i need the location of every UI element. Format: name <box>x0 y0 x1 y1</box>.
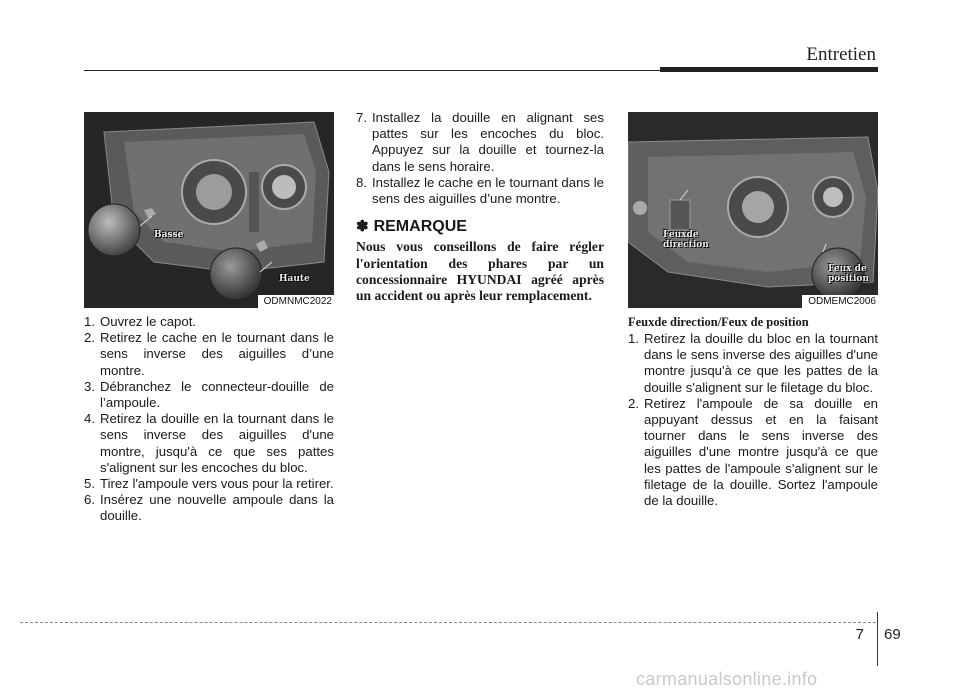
headlamp-figure-low-high <box>84 112 334 308</box>
header-rule <box>84 70 660 71</box>
page-number: 69 <box>884 626 901 643</box>
callout-low-beam: Basse <box>154 230 184 240</box>
callout-position-lamp: Feux de position <box>828 264 869 284</box>
figure-code: ODMNMC2022 <box>258 295 334 308</box>
list-item: 3. Débranchez le connecteur-douille de l’ampoule. <box>84 378 334 411</box>
step-list <box>628 331 878 509</box>
section-title: Entretien <box>806 44 876 65</box>
asterisk-icon: ✽ <box>356 218 369 236</box>
page-number-divider <box>877 612 878 666</box>
list-item: 8. Installez le cache en le tournant dans le sens des aiguilles d’une montre. <box>356 174 604 207</box>
callout-high-beam: Haute <box>279 274 310 284</box>
instructions-column-1 <box>84 314 334 525</box>
headlamp-figure-turn-position <box>628 112 878 308</box>
list-item: 5. Tirez l'ampoule vers vous pour la retirer. <box>84 476 334 492</box>
watermark: carmanualsonline.info <box>636 669 818 689</box>
callout-turn-signal: Feuxde direction <box>663 230 709 250</box>
subsection-heading: Feuxde direction/Feux de position <box>628 315 809 329</box>
remark-text: Nous vous conseillons de faire régler l'orientation des phares par un concessionnaire HYUNDAI agréé après un accident ou après leur remplacement. <box>356 239 604 304</box>
list-item: 1. Ouvrez le capot. <box>84 314 197 329</box>
header-rule-accent <box>660 67 878 72</box>
footer-rule <box>20 622 876 623</box>
list-item: 2. Retirez le cache en le tournant dans le sens inverse des aiguilles d’une montre. <box>84 330 334 378</box>
step-list <box>84 314 334 525</box>
instructions-column-3 <box>628 314 878 509</box>
step-list <box>356 110 604 207</box>
list-item: 6. Insérez une nouvelle ampoule dans la douille. <box>84 492 334 524</box>
section-number: 7 <box>855 626 864 643</box>
list-item: 7. Installez la douille en alignant ses pattes sur les encoches du bloc. Appuyez sur la douille et tournez-la dans le sens horaire. <box>356 110 604 174</box>
list-item: 4. Retirez la douille en la tournant dans le sens inverse des aiguilles d'une montre, jusqu'à ce que ses pattes s'alignent sur les encoches du bloc. <box>84 411 334 475</box>
instructions-column-2 <box>356 110 604 305</box>
figure-code: ODMEMC2006 <box>802 295 878 308</box>
remark-heading: ✽ REMARQUE <box>356 218 467 236</box>
list-item: 2. Retirez l'ampoule de sa douille en appuyant dessus et en la faisant tourner dans le sens inverse des aiguilles d'une montre jusqu'à ce que les pattes de l'ampoule s'alignent sur le filetage de la douille. Sortez l'ampoule de la douille. <box>628 395 878 509</box>
list-item: 1. Retirez la douille du bloc en la tournant dans le sens inverse des aiguilles d'une montre jusqu'à ce que les pattes de la douille s'alignent sur le filetage du bloc. <box>628 331 878 395</box>
